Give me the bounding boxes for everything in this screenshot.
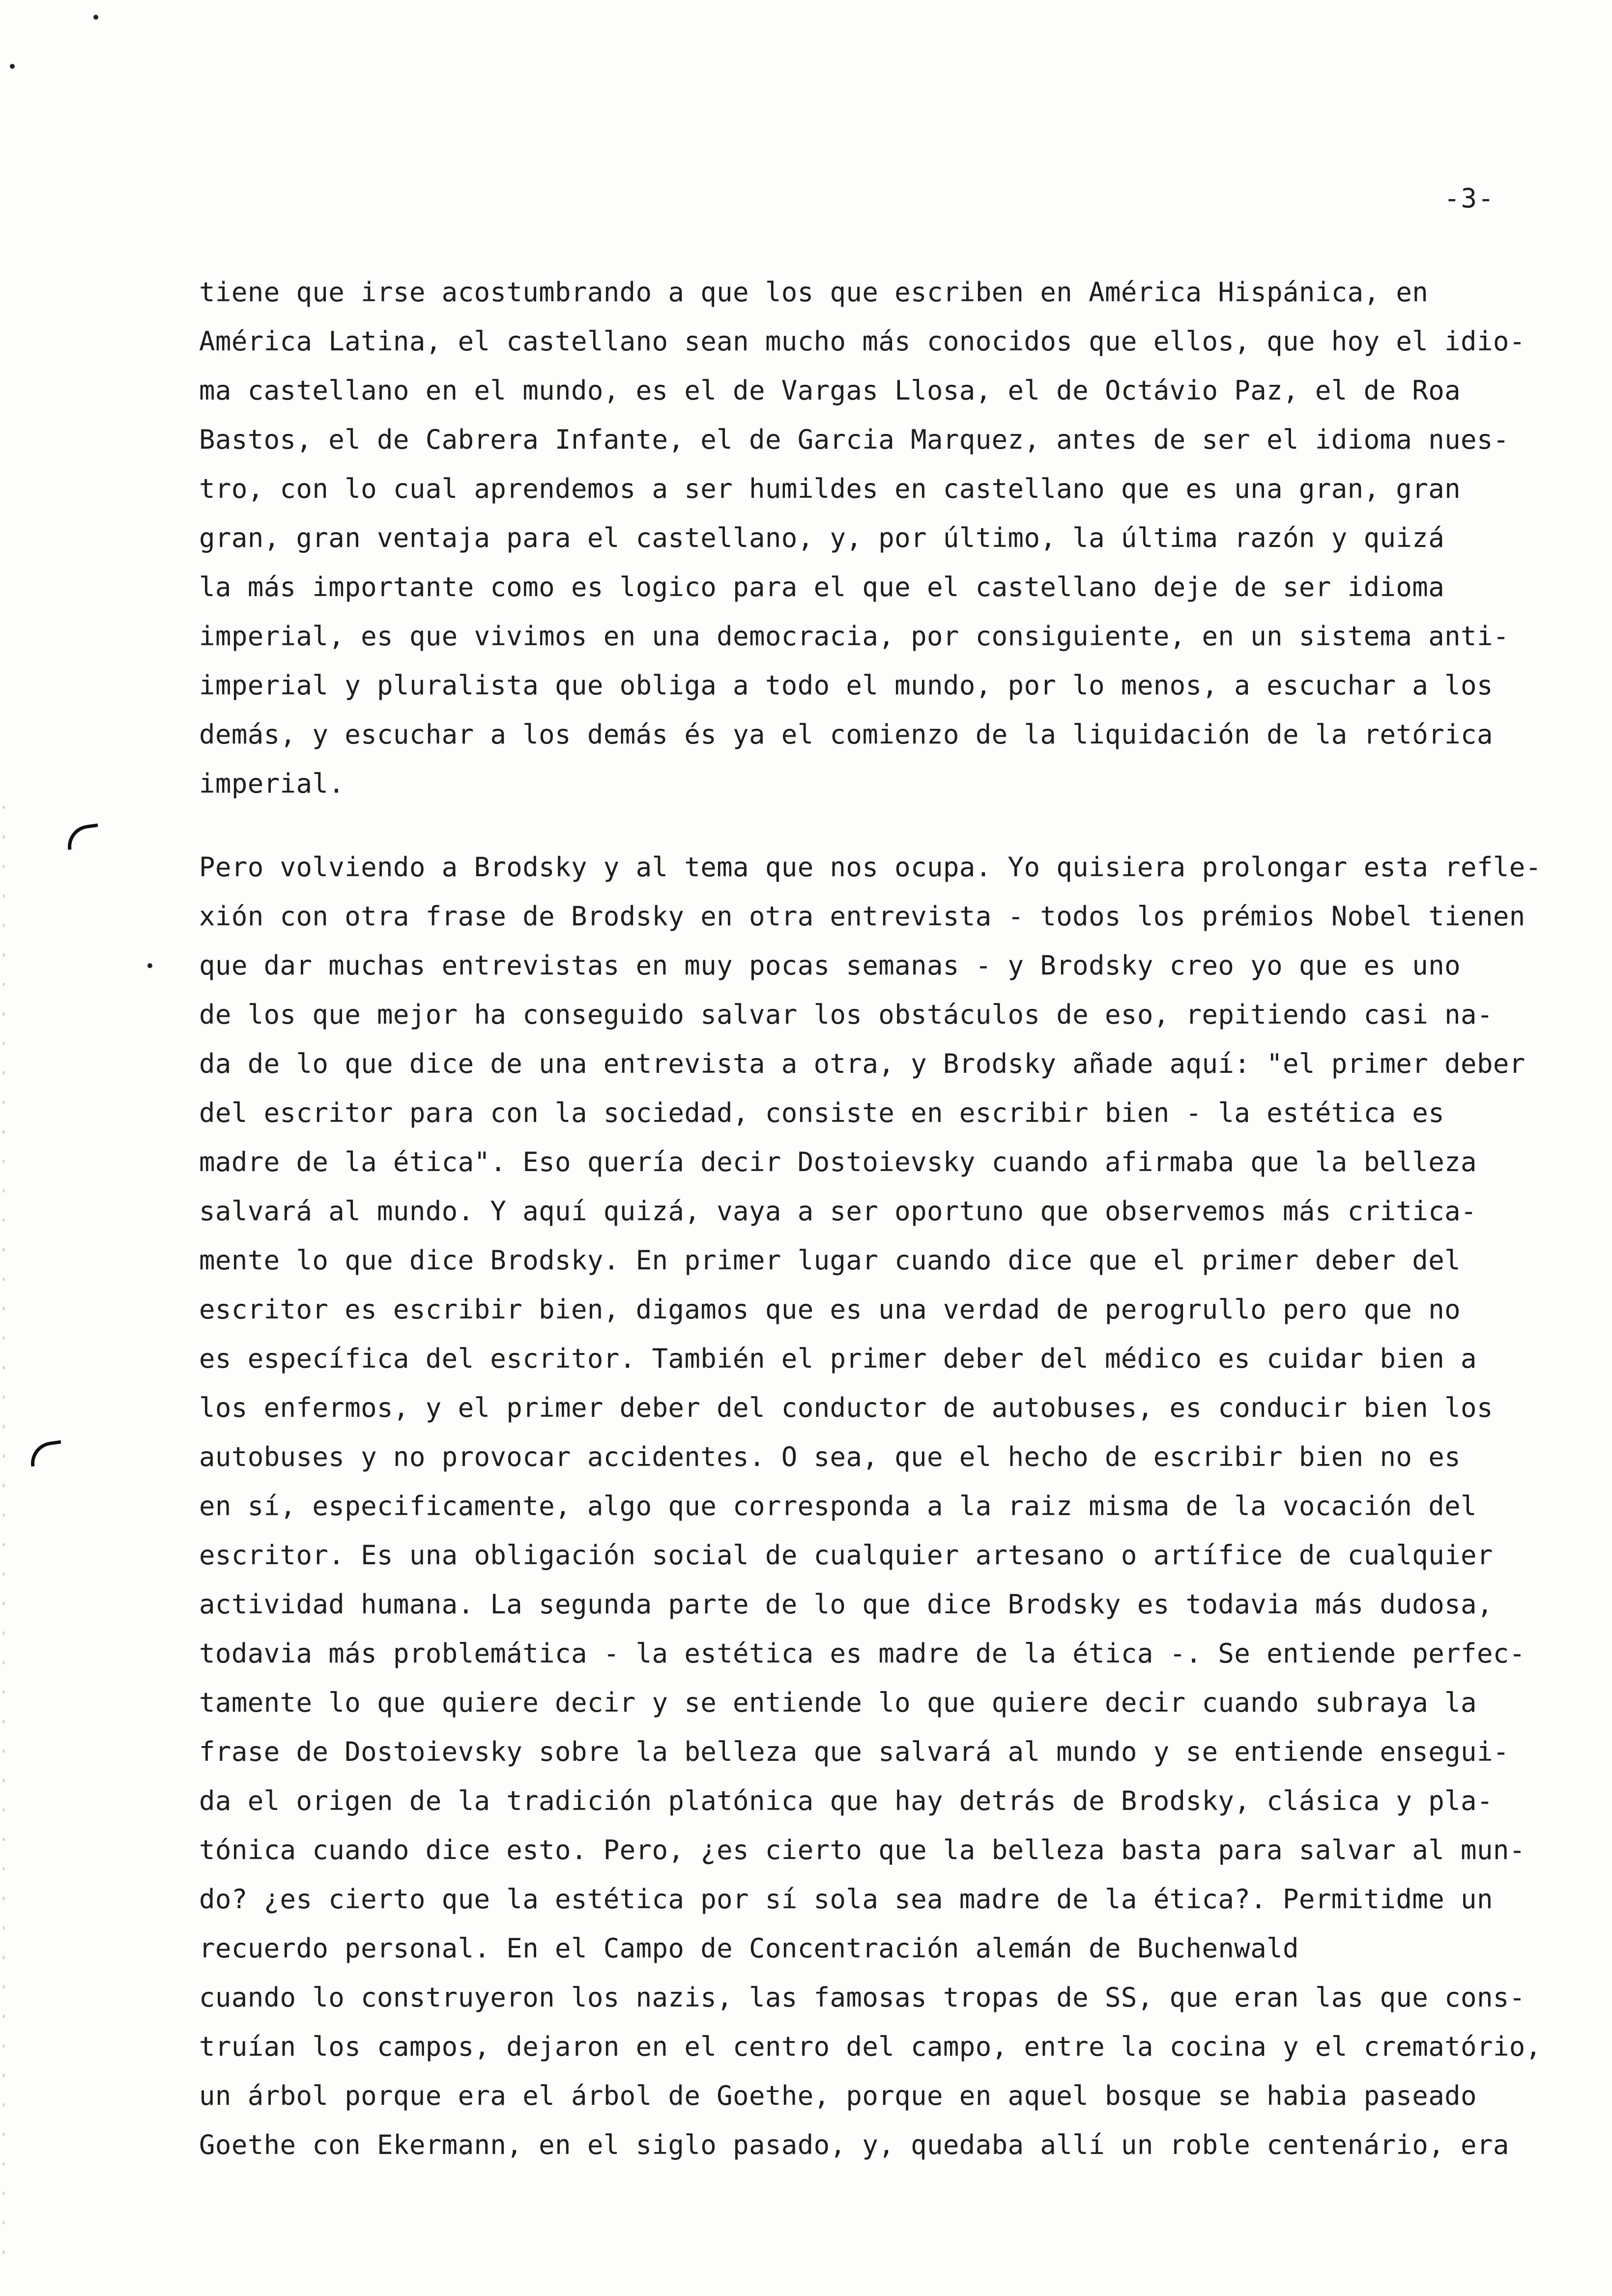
text-line: ma castellano en el mundo, es el de Vargas Llosa, el de Octávio Paz, el de Roa — [199, 375, 1461, 406]
hole-punch-dot — [93, 15, 98, 20]
text-line: imperial. — [199, 768, 345, 799]
text-line: Bastos, el de Cabrera Infante, el de Garcia Marquez, antes de ser el idioma nues- — [199, 424, 1509, 455]
text-line: imperial, es que vivimos en una democracia, por consiguiente, en un sistema anti- — [199, 621, 1509, 652]
text-line: del escritor para con la sociedad, consiste en escribir bien - la estética es — [199, 1097, 1445, 1128]
text-line: truían los campos, dejaron en el centro del campo, entre la cocina y el crematório, — [199, 2031, 1542, 2062]
text-line: demás, y escuchar a los demás és ya el comienzo de la liquidación de la retórica — [199, 719, 1493, 750]
text-line: salvará al mundo. Y aquí quizá, vaya a ser oportuno que observemos más critica- — [199, 1196, 1477, 1227]
text-line: tiene que irse acostumbrando a que los que escriben en América Hispánica, en — [199, 277, 1429, 308]
text-line: tro, con lo cual aprendemos a ser humildes en castellano que es una gran, gran — [199, 473, 1461, 504]
paragraph-1 — [199, 268, 1546, 808]
text-line: la más importante como es logico para el que el castellano deje de ser idioma — [199, 572, 1445, 603]
hole-punch-dot — [10, 64, 15, 69]
text-line: en sí, especificamente, algo que corresponda a la raiz misma de la vocación del — [199, 1491, 1477, 1521]
page-number: -3- — [1444, 183, 1495, 214]
margin-bracket-mark — [28, 1440, 64, 1467]
text-line: do? ¿es cierto que la estética por sí sola sea madre de la ética?. Permitidme un — [199, 1884, 1493, 1915]
text-line: imperial y pluralista que obliga a todo el mundo, por lo menos, a escuchar a los — [199, 670, 1493, 701]
text-line: recuerdo personal. En el Campo de Concentración alemán de Buchenwald — [199, 1933, 1299, 1964]
text-line: gran, gran ventaja para el castellano, y, por último, la última razón y quizá — [199, 522, 1445, 553]
text-line: xión con otra frase de Brodsky en otra entrevista - todos los prémios Nobel tienen — [199, 901, 1526, 932]
text-line: da el origen de la tradición platónica que hay detrás de Brodsky, clásica y pla- — [199, 1785, 1493, 1816]
margin-dot — [147, 963, 152, 968]
text-line: escritor es escribir bien, digamos que es una verdad de perogrullo pero que no — [199, 1294, 1461, 1325]
margin-bracket-mark — [65, 824, 101, 850]
text-line: tónica cuando dice esto. Pero, ¿es cierto que la belleza basta para salvar al mun- — [199, 1835, 1526, 1866]
text-line: América Latina, el castellano sean mucho más conocidos que ellos, que hoy el idio- — [199, 326, 1526, 357]
text-line: frase de Dostoievsky sobre la belleza que salvará al mundo y se entiende ensegui- — [199, 1736, 1509, 1767]
text-line: escritor. Es una obligación social de cualquier artesano o artífice de cualquier — [199, 1540, 1493, 1571]
text-line: de los que mejor ha conseguido salvar los obstáculos de eso, repitiendo casi na- — [199, 999, 1493, 1030]
text-line: un árbol porque era el árbol de Goethe, porque en aquel bosque se habia paseado — [199, 2080, 1477, 2111]
text-line: todavia más problemática - la estética es madre de la ética -. Se entiende perfec- — [199, 1638, 1526, 1669]
text-line: actividad humana. La segunda parte de lo que dice Brodsky es todavia más dudosa, — [199, 1589, 1493, 1620]
text-line: es específica del escritor. También el primer deber del médico es cuidar bien a — [199, 1343, 1477, 1374]
text-line: Goethe con Ekermann, en el siglo pasado, y, quedaba allí un roble centenário, era — [199, 2129, 1509, 2160]
text-line: madre de la ética". Eso quería decir Dostoievsky cuando afirmaba que la belleza — [199, 1147, 1477, 1177]
text-line: los enfermos, y el primer deber del conductor de autobuses, es conducir bien los — [199, 1392, 1493, 1423]
text-line: da de lo que dice de una entrevista a otra, y Brodsky añade aquí: "el primer deber — [199, 1048, 1526, 1079]
scan-edge-specks — [3, 806, 4, 2280]
text-line: Pero volviendo a Brodsky y al tema que nos ocupa. Yo quisiera prolongar esta refle- — [199, 852, 1542, 883]
text-line: autobuses y no provocar accidentes. O sea, que el hecho de escribir bien no es — [199, 1441, 1461, 1472]
paragraph-2 — [199, 843, 1546, 2170]
text-line: cuando lo construyeron los nazis, las famosas tropas de SS, que eran las que cons- — [199, 1982, 1526, 2013]
text-line: mente lo que dice Brodsky. En primer lugar cuando dice que el primer deber del — [199, 1245, 1461, 1276]
text-line: tamente lo que quiere decir y se entiende lo que quiere decir cuando subraya la — [199, 1687, 1477, 1718]
text-line: que dar muchas entrevistas en muy pocas semanas - y Brodsky creo yo que es uno — [199, 950, 1461, 981]
